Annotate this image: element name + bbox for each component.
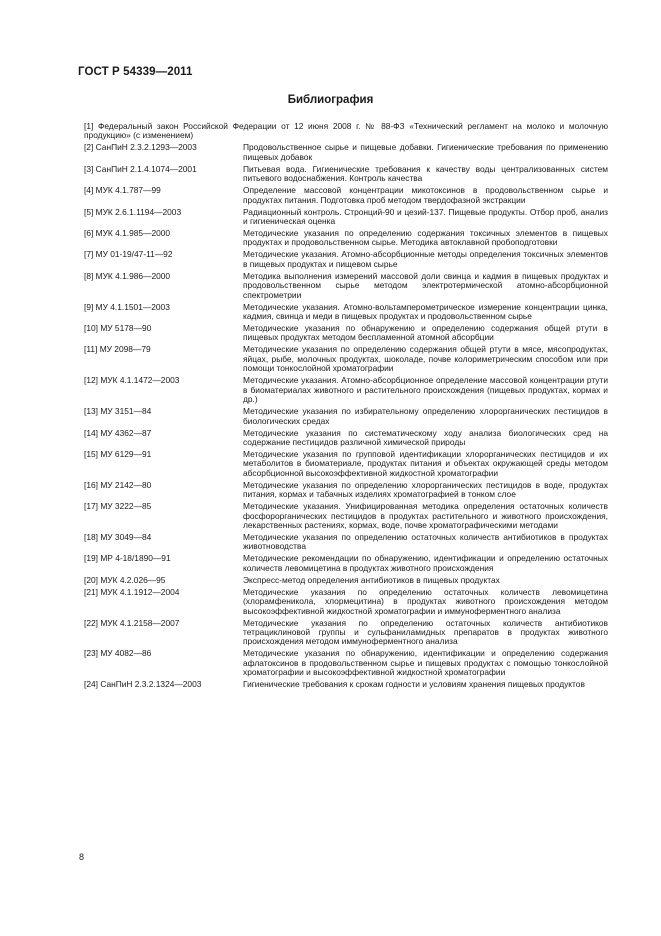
entry-number: [5]: [84, 206, 94, 217]
entry-description: Методические указания по определению остаточных количеств антибиотиков тетрациклиновой группы и сульфаниламидных препаратов в продуктах животного происхождения методом иммуноферментного анализа: [243, 617, 608, 647]
entry-number: [6]: [84, 228, 94, 239]
bibliography-entry: [84, 619, 608, 647]
bibliography-entry: [84, 345, 608, 373]
bibliography-entry: [84, 533, 608, 552]
entry-reference: [84, 376, 243, 404]
entry-number: [4]: [84, 185, 94, 196]
entry-code: МУК 4.1.1912—2004: [100, 586, 180, 597]
entry-description: Радиационный контроль. Стронций-90 и цезий-137. Пищевые продукты. Отбор проб, анализ и гигиеническая оценка: [243, 206, 608, 227]
entry-number: [13]: [84, 406, 98, 417]
entry-number: [10]: [84, 323, 98, 334]
bibliography-entry: [84, 208, 608, 227]
entry-reference: [84, 272, 243, 300]
entry-number: [2]: [84, 142, 94, 153]
entry-reference: [84, 619, 243, 647]
bibliography-entry: [84, 649, 608, 677]
entry-code: МУ 4362—87: [100, 427, 152, 438]
entry-number: [18]: [84, 531, 98, 542]
entry-reference: [84, 502, 243, 530]
entry-code: МУК 4.2.026—95: [100, 574, 166, 585]
entry-number: [21]: [84, 586, 98, 597]
bibliography-entry: [84, 122, 608, 141]
bibliography-entry: [84, 588, 608, 616]
entry-description: Методические указания по определению остаточных количеств левомицетина (хлорамфеникола, хлормецитина) в продуктах животного происхождения методом высокоэффективной жидкостной хроматографии и иммуноферментного анализа: [243, 586, 608, 616]
entry-number: [1]: [84, 121, 94, 131]
entry-text: [84, 122, 608, 141]
bibliography-list: [84, 122, 608, 692]
entry-code: МУ 6129—91: [100, 448, 152, 459]
bibliography-entry: [84, 407, 608, 426]
entry-reference: [84, 649, 243, 677]
entry-number: [19]: [84, 553, 98, 564]
entry-description: Методические указания по избирательному определению хлорорганических пестицидов в биологических средах: [243, 406, 608, 426]
bibliography-entry: [84, 143, 608, 162]
entry-description: Федеральный закон Российской Федерации от 12 июня 2008 г. № 88-ФЗ «Технический регламент на молоко и молочную продукцию» (с изменением): [84, 121, 608, 141]
entry-code: МУК 4.1.986—2000: [95, 270, 171, 281]
entry-number: [24]: [84, 679, 98, 690]
bibliography-entry: [84, 165, 608, 184]
entry-reference: [84, 186, 243, 205]
entry-reference: [84, 680, 243, 689]
entry-number: [20]: [84, 574, 98, 585]
entry-reference: [84, 429, 243, 448]
entry-code: МУ 2098—79: [99, 344, 151, 355]
entry-reference: [84, 450, 243, 478]
entry-number: [23]: [84, 648, 98, 659]
entry-description: Методические указания. Атомно-абсорбционное определение массовой концентрации ртути в биоматериалах животного и растительного происхождения (пищевых продуктах, кормах и др.): [243, 375, 608, 405]
entry-code: МУ 3222—85: [100, 501, 152, 512]
entry-description: Методические указания по определению хлорорганических пестицидов в воде, продуктах питания, кормах и табачных изделиях хроматографией в тонком слое: [243, 479, 608, 500]
entry-number: [17]: [84, 501, 98, 512]
entry-code: МУ 01-19/47-11—92: [95, 249, 173, 260]
entry-description: Методические указания. Унифицированная методика определения остаточных количеств фосфорорганических пестицидов в продуктах растительного и животного происхождения, лекарственных растениях, кормах, воде, почве хроматографическими методами: [243, 501, 608, 530]
entry-number: [9]: [84, 301, 94, 312]
entry-code: СанПиН 2.1.4.1074—2001: [95, 163, 197, 174]
bibliography-entry: [84, 272, 608, 300]
entry-description: Методические указания по обнаружению, идентификации и определению содержания афлатоксинов в продовольственном сырье и пищевых продуктах с помощью тонкослойной хроматографии и высокоэффективной жидкостной хроматографии: [243, 648, 608, 678]
entry-description: Методические рекомендации по обнаружению, идентификации и определению остаточных количеств левомицетина в продуктах животного происхождения: [243, 553, 608, 573]
entry-reference: [84, 250, 243, 269]
entry-number: [7]: [84, 249, 94, 260]
entry-reference: [84, 407, 243, 426]
bibliography-entry: [84, 186, 608, 205]
bibliography-entry: [84, 450, 608, 478]
entry-description: Экспресс-метод определения антибиотиков в пищевых продуктах: [243, 574, 500, 585]
entry-number: [8]: [84, 270, 94, 281]
entry-description: Методические указания по определению остаточных количеств антибиотиков в продуктах животноводства: [243, 531, 608, 552]
bibliography-entry: [84, 680, 608, 689]
entry-reference: [84, 588, 243, 616]
entry-reference: [84, 345, 243, 373]
entry-description: Методические указания по систематическому ходу анализа биологических сред на содержание пестицидов различной химической природы: [243, 427, 608, 447]
entry-reference: [84, 165, 243, 184]
entry-number: [12]: [84, 375, 98, 386]
entry-code: МУ 3151—84: [100, 406, 152, 417]
bibliography-entry: [84, 554, 608, 573]
bibliography-title: Библиография: [287, 94, 374, 106]
entry-description: Питьевая вода. Гигиенические требования к качеству воды централизованных систем питьевого водоснабжения. Контроль качества: [243, 163, 608, 184]
entry-reference: [84, 229, 243, 248]
entry-code: МУ 4082—86: [100, 648, 152, 659]
entry-code: МУК 2.6.1.1194—2003: [95, 206, 182, 217]
entry-description: Методические указания по обнаружению и определению содержания общей ртути в пищевых продуктах методом беспламенной атомной абсорбции: [243, 323, 608, 343]
document-code-header: ГОСТ Р 54339—2011: [78, 66, 193, 78]
entry-reference: [84, 208, 243, 227]
bibliography-entry: [84, 481, 608, 500]
entry-description: Методические указания по групповой идентификации хлорорганических пестицидов и их метаболитов в биоматериале, продуктах питания и объектах окружающей среды методом абсорбционной высокоэффективной жидкостной хроматографии: [243, 448, 608, 478]
entry-reference: [84, 576, 243, 585]
entry-code: МУ 4.1.1501—2003: [95, 301, 170, 312]
entry-reference: [84, 533, 243, 552]
entry-description: Определение массовой концентрации микотоксинов в продовольственном сырье и продуктах питания. Подготовка проб методом твердофазной экстракции: [243, 185, 608, 205]
entry-description: Методика выполнения измерений массовой доли свинца и кадмия в пищевых продуктах и продовольственном сырье методом электротермической атомно-абсорбционной спектрометрии: [243, 270, 608, 300]
entry-code: МР 4-18/1890—91: [100, 553, 171, 564]
entry-number: [11]: [84, 344, 98, 355]
entry-code: МУК 4.1.985—2000: [95, 228, 171, 239]
entry-code: МУ 3049—84: [100, 531, 152, 542]
page-number: 8: [79, 852, 85, 862]
bibliography-entry: [84, 229, 608, 248]
entry-code: МУ 2142—80: [100, 479, 152, 490]
bibliography-entry: [84, 250, 608, 269]
entry-code: МУК 4.1.787—99: [95, 185, 161, 196]
bibliography-entry: [84, 324, 608, 343]
entry-code: МУК 4.1.2158—2007: [100, 617, 180, 628]
entry-reference: [84, 324, 243, 343]
entry-number: [16]: [84, 479, 98, 490]
entry-description: Методические указания. Атомно-вольтамперометрическое измерение концентрации цинка, кадмия, свинца и меди в пищевых продуктах и продовольственном сырье: [243, 301, 608, 322]
entry-description: Методические указания по определению содержания токсичных элементов в пищевых продуктах и продовольственном сырье. Методика автоклавной пробоподготовки: [243, 228, 608, 248]
entry-number: [3]: [84, 163, 94, 174]
entry-code: МУК 4.1.1472—2003: [100, 375, 180, 386]
bibliography-entry: [84, 376, 608, 404]
entry-code: СанПиН 2.3.2.1293—2003: [95, 142, 197, 153]
entry-number: [22]: [84, 617, 98, 628]
entry-reference: [84, 303, 243, 322]
entry-code: МУ 5178—90: [100, 323, 152, 334]
bibliography-entry: [84, 576, 608, 585]
entry-description: Гигиенические требования к срокам годности и условиям хранения пищевых продуктов: [243, 679, 585, 690]
bibliography-entry: [84, 429, 608, 448]
entry-code: СанПиН 2.3.2.1324—2003: [100, 679, 202, 690]
entry-number: [14]: [84, 427, 98, 438]
bibliography-entry: [84, 502, 608, 530]
entry-reference: [84, 481, 243, 500]
entry-number: [15]: [84, 448, 98, 459]
bibliography-entry: [84, 303, 608, 322]
entry-reference: [84, 554, 243, 573]
entry-description: Продовольственное сырье и пищевые добавки. Гигиенические требования по применению пищевых добавок: [243, 142, 608, 162]
entry-description: Методические указания по определению содержания общей ртути в мясе, мясопродуктах, яйцах, рыбе, молочных продуктах, шоколаде, почве колориметрическим способом или при помощи тонкослойной хроматографии: [243, 344, 608, 374]
entry-description: Методические указания. Атомно-абсорбционные методы определения токсичных элементов в пищевых продуктах и пищевом сырье: [243, 249, 608, 269]
entry-reference: [84, 143, 243, 162]
